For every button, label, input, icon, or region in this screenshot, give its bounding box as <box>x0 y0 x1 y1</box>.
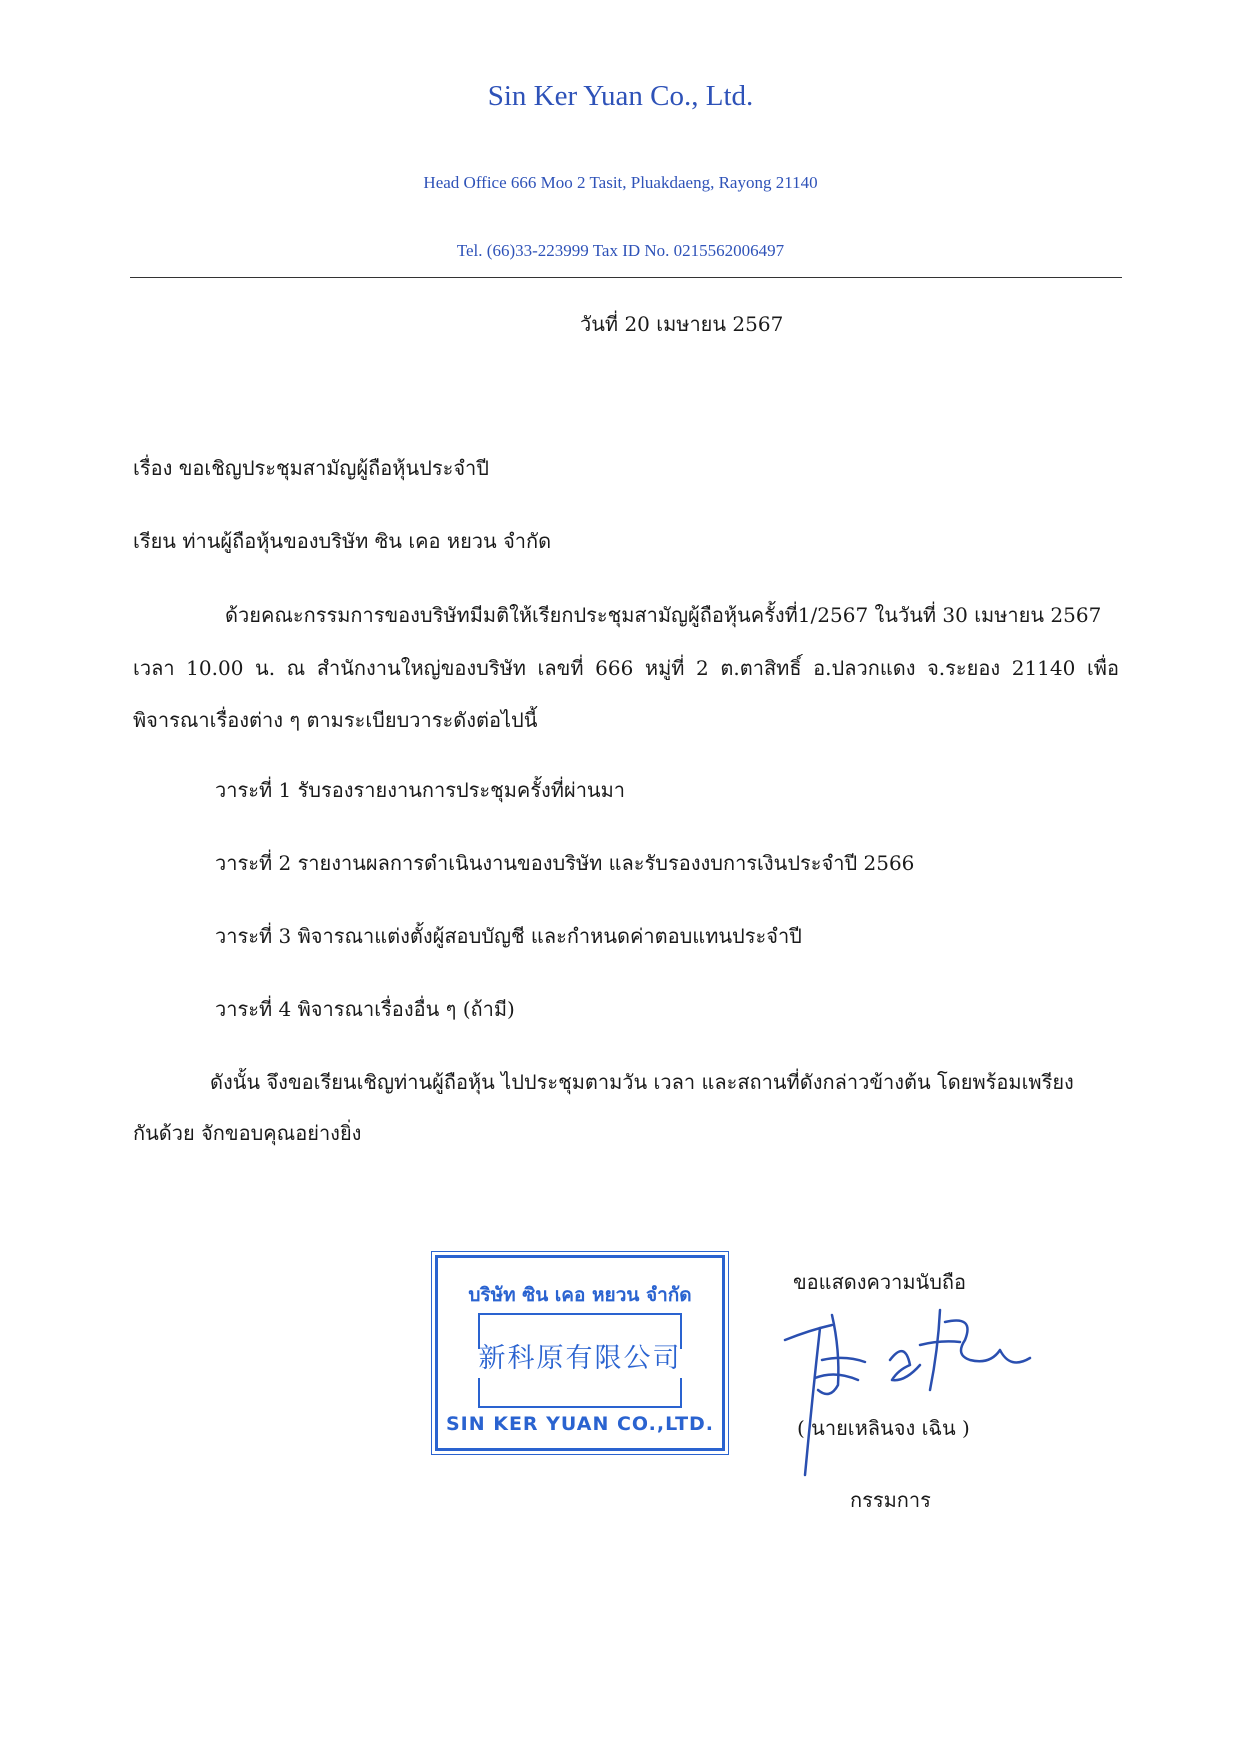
body-paragraph-1-line-3: พิจารณาเรื่องต่าง ๆ ตามระเบียบวาระดังต่อไปนี้ <box>133 708 538 732</box>
company-stamp <box>435 1255 725 1451</box>
company-address: Head Office 666 Moo 2 Tasit, Pluakdaeng, Rayong 21140 <box>423 173 818 192</box>
signer-role: กรรมการ <box>850 1488 931 1512</box>
stamp-english-text: SIN KER YUAN CO.,LTD. <box>445 1413 715 1435</box>
body-paragraph-2-line-2: กันด้วย จักขอบคุณอย่างยิ่ง <box>133 1121 362 1145</box>
agenda-item-3: วาระที่ 3 พิจารณาแต่งตั้งผู้สอบบัญชี และกำหนดค่าตอบแทนประจำปี <box>215 924 802 948</box>
signer-name: ( นายเหลินจง เฉิน ) <box>797 1416 970 1440</box>
body-paragraph-1-line-2: เวลา 10.00 น. ณ สำนักงานใหญ่ของบริษัท เลขที่ 666 หมู่ที่ 2 ต.ตาสิทธิ์ อ.ปลวกแดง จ.ระยอง 21140 เพื่อ <box>133 656 1119 680</box>
letter-date: วันที่ 20 เมษายน 2567 <box>580 312 784 336</box>
handwritten-signature <box>770 1270 1070 1480</box>
header-divider <box>130 277 1122 278</box>
body-paragraph-1-line-1: ด้วยคณะกรรมการของบริษัทมีมติให้เรียกประชุมสามัญผู้ถือหุ้นครั้งที่1/2567 ในวันที่ 30 เมษายน 2567 <box>225 603 1102 627</box>
stamp-chinese-text: 新科原有限公司 <box>478 1343 682 1374</box>
agenda-item-1: วาระที่ 1 รับรองรายงานการประชุมครั้งที่ผ่านมา <box>215 778 626 802</box>
stamp-frame-bottom <box>478 1378 682 1408</box>
company-name: Sin Ker Yuan Co., Ltd. <box>487 80 754 112</box>
body-paragraph-2-line-1: ดังนั้น จึงขอเรียนเชิญท่านผู้ถือหุ้น ไปประชุมตามวัน เวลา และสถานที่ดังกล่าวข้างต้น โดยพร้อมเพรียง <box>210 1070 1074 1094</box>
agenda-item-4: วาระที่ 4 พิจารณาเรื่องอื่น ๆ (ถ้ามี) <box>215 997 515 1021</box>
letter-subject: เรื่อง ขอเชิญประชุมสามัญผู้ถือหุ้นประจำปี <box>133 456 489 480</box>
stamp-thai-text: บริษัท ซิน เคอ หยวน จำกัด <box>468 1284 692 1306</box>
closing-phrase: ขอแสดงความนับถือ <box>793 1270 967 1294</box>
letter-recipient: เรียน ท่านผู้ถือหุ้นของบริษัท ซิน เคอ หยวน จำกัด <box>133 529 552 553</box>
agenda-item-2: วาระที่ 2 รายงานผลการดำเนินงานของบริษัท และรับรองงบการเงินประจำปี 2566 <box>215 851 915 875</box>
company-contact: Tel. (66)33-223999 Tax ID No. 0215562006497 <box>456 241 785 260</box>
